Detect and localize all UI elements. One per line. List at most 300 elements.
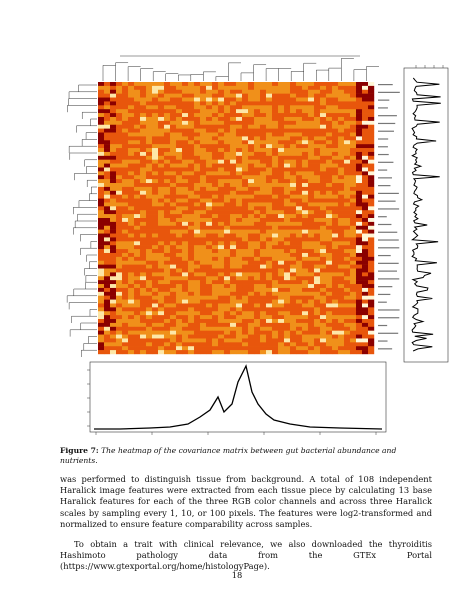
heatmap-cell [344, 327, 350, 331]
heatmap-cell [320, 288, 326, 292]
heatmap-cell [308, 160, 314, 164]
heatmap-cell [122, 327, 128, 331]
heatmap-cell [170, 288, 176, 292]
heatmap-cell [368, 234, 374, 238]
heatmap-cell [260, 98, 266, 102]
heatmap-cell [146, 257, 152, 261]
heatmap-cell [290, 125, 296, 129]
heatmap-cell [302, 272, 308, 276]
heatmap-cell [344, 226, 350, 230]
heatmap-cell [332, 187, 338, 191]
heatmap-cell [272, 276, 278, 280]
heatmap-cell [284, 98, 290, 102]
heatmap-cell [350, 109, 356, 113]
heatmap-cell [224, 300, 230, 304]
heatmap-cell [134, 350, 140, 354]
heatmap-cell [224, 265, 230, 269]
heatmap-cell [338, 296, 344, 300]
row-label-mark [378, 302, 387, 303]
heatmap-cell [344, 167, 350, 171]
heatmap-cell [176, 113, 182, 117]
heatmap-cell [158, 82, 164, 86]
heatmap-cell [266, 156, 272, 160]
heatmap-cell [146, 109, 152, 113]
heatmap-cell [104, 136, 110, 140]
heatmap-cell [308, 125, 314, 129]
heatmap-cell [176, 105, 182, 109]
heatmap-cell [266, 284, 272, 288]
row-label-mark [378, 138, 388, 139]
heatmap-cell [176, 140, 182, 144]
heatmap-cell [242, 292, 248, 296]
heatmap-cell [134, 133, 140, 137]
heatmap-cell [272, 199, 278, 203]
heatmap-cell [272, 144, 278, 148]
heatmap-cell [194, 90, 200, 94]
heatmap-cell [122, 218, 128, 222]
heatmap-cell [128, 269, 134, 273]
heatmap-cell [344, 206, 350, 210]
heatmap-cell [140, 234, 146, 238]
heatmap-cell [158, 261, 164, 265]
heatmap-cell [242, 187, 248, 191]
heatmap-cell [158, 164, 164, 168]
heatmap-cell [176, 191, 182, 195]
heatmap-cell [338, 98, 344, 102]
heatmap-cell [368, 136, 374, 140]
heatmap-cell [170, 323, 176, 327]
heatmap-cell [122, 226, 128, 230]
heatmap-cell [98, 113, 104, 117]
heatmap-cell [254, 187, 260, 191]
heatmap-cell [320, 226, 326, 230]
heatmap-cell [182, 249, 188, 253]
heatmap-cell [230, 187, 236, 191]
heatmap-cell [302, 335, 308, 339]
heatmap-cell [296, 307, 302, 311]
heatmap-cell [320, 195, 326, 199]
heatmap-cell [308, 191, 314, 195]
heatmap-cell [122, 125, 128, 129]
heatmap-cell [350, 117, 356, 121]
heatmap-cell [104, 335, 110, 339]
heatmap-cell [266, 90, 272, 94]
heatmap-cell [236, 350, 242, 354]
heatmap-cell [98, 101, 104, 105]
heatmap-cell [254, 284, 260, 288]
heatmap-cell [332, 199, 338, 203]
heatmap-cell [158, 125, 164, 129]
heatmap-cell [188, 296, 194, 300]
heatmap-cell [206, 323, 212, 327]
heatmap-cell [308, 222, 314, 226]
heatmap-cell [230, 129, 236, 133]
heatmap-cell [344, 179, 350, 183]
heatmap-cell [308, 342, 314, 346]
heatmap-cell [146, 307, 152, 311]
heatmap-cell [290, 241, 296, 245]
heatmap-cell [326, 183, 332, 187]
heatmap-cell [362, 206, 368, 210]
heatmap-cell [254, 109, 260, 113]
heatmap-cell [338, 105, 344, 109]
heatmap-cell [212, 90, 218, 94]
heatmap-cell [278, 261, 284, 265]
heatmap-cell [110, 350, 116, 354]
heatmap-cell [248, 346, 254, 350]
heatmap-cell [368, 218, 374, 222]
heatmap-cell [110, 296, 116, 300]
heatmap-cell [230, 105, 236, 109]
heatmap-cell [242, 202, 248, 206]
heatmap-cell [188, 335, 194, 339]
heatmap-cell [242, 315, 248, 319]
heatmap-cell [242, 296, 248, 300]
heatmap-cell [236, 160, 242, 164]
heatmap-cell [116, 288, 122, 292]
heatmap-cell [302, 117, 308, 121]
heatmap-cell [278, 167, 284, 171]
heatmap-cell [278, 179, 284, 183]
heatmap-cell [152, 292, 158, 296]
heatmap-cell [116, 300, 122, 304]
heatmap-cell [188, 350, 194, 354]
heatmap-cell [206, 335, 212, 339]
heatmap-cell [290, 94, 296, 98]
heatmap-cell [146, 261, 152, 265]
heatmap-cell [200, 148, 206, 152]
heatmap-cell [260, 191, 266, 195]
heatmap-cell [254, 117, 260, 121]
heatmap-cell [98, 307, 104, 311]
heatmap-cell [278, 129, 284, 133]
heatmap-cell [284, 237, 290, 241]
heatmap-cell [356, 280, 362, 284]
heatmap-cell [278, 222, 284, 226]
heatmap-cell [266, 98, 272, 102]
heatmap-cell [224, 179, 230, 183]
heatmap-cell [326, 350, 332, 354]
heatmap-cell [350, 191, 356, 195]
heatmap-cell [254, 113, 260, 117]
heatmap-cell [284, 218, 290, 222]
heatmap-cell [242, 94, 248, 98]
heatmap-cell [296, 160, 302, 164]
heatmap-cell [290, 307, 296, 311]
heatmap-cell [98, 144, 104, 148]
row-label-mark [378, 340, 388, 341]
heatmap-cell [236, 117, 242, 121]
heatmap-cell [326, 206, 332, 210]
heatmap-cell [206, 237, 212, 241]
heatmap-cell [218, 303, 224, 307]
heatmap-cell [164, 342, 170, 346]
heatmap-cell [296, 350, 302, 354]
heatmap-cell [290, 257, 296, 261]
heatmap-cell [110, 261, 116, 265]
heatmap-cell [314, 144, 320, 148]
heatmap-cell [338, 272, 344, 276]
heatmap-cell [308, 245, 314, 249]
heatmap-cell [344, 171, 350, 175]
heatmap-cell [236, 323, 242, 327]
heatmap-cell [212, 257, 218, 261]
heatmap-cell [158, 98, 164, 102]
heatmap-cell [206, 164, 212, 168]
heatmap-cell [236, 90, 242, 94]
heatmap-cell [296, 113, 302, 117]
heatmap-cell [218, 234, 224, 238]
heatmap-cell [134, 234, 140, 238]
heatmap-cell [356, 269, 362, 273]
heatmap-cell [122, 152, 128, 156]
heatmap-cell [260, 210, 266, 214]
heatmap-cell [122, 311, 128, 315]
heatmap-cell [242, 125, 248, 129]
heatmap-cell [278, 140, 284, 144]
heatmap-cell [248, 342, 254, 346]
row-label-mark [378, 92, 400, 93]
heatmap-cell [236, 276, 242, 280]
heatmap-cell [164, 253, 170, 257]
heatmap-cell [104, 171, 110, 175]
heatmap-cell [338, 156, 344, 160]
heatmap-cell [320, 136, 326, 140]
heatmap-cell [308, 323, 314, 327]
heatmap-cell [260, 117, 266, 121]
heatmap-cell [176, 234, 182, 238]
heatmap-cell [152, 241, 158, 245]
heatmap-cell [212, 288, 218, 292]
heatmap-cell [326, 152, 332, 156]
heatmap-cell [338, 144, 344, 148]
heatmap-cell [308, 101, 314, 105]
heatmap-cell [230, 183, 236, 187]
heatmap-cell [308, 90, 314, 94]
heatmap-cell [182, 109, 188, 113]
heatmap-cell [176, 199, 182, 203]
heatmap-cell [122, 140, 128, 144]
heatmap-cell [218, 199, 224, 203]
heatmap-cell [182, 125, 188, 129]
heatmap-cell [110, 288, 116, 292]
heatmap-cell [254, 121, 260, 125]
heatmap-cell [176, 307, 182, 311]
heatmap-cell [242, 136, 248, 140]
heatmap-cell [284, 210, 290, 214]
heatmap-cell [356, 276, 362, 280]
heatmap-cell [230, 179, 236, 183]
heatmap-cell [314, 335, 320, 339]
heatmap-cell [320, 319, 326, 323]
heatmap-cell [116, 113, 122, 117]
heatmap-cell [176, 101, 182, 105]
heatmap-cell [170, 179, 176, 183]
heatmap-cell [272, 160, 278, 164]
heatmap-cell [242, 191, 248, 195]
heatmap-cell [296, 90, 302, 94]
heatmap-cell [236, 136, 242, 140]
heatmap-cell [254, 167, 260, 171]
heatmap-cell [188, 284, 194, 288]
heatmap-cell [284, 179, 290, 183]
heatmap-cell [260, 323, 266, 327]
heatmap-cell [290, 284, 296, 288]
heatmap-cell [332, 342, 338, 346]
heatmap-cell [200, 94, 206, 98]
heatmap-cell [230, 323, 236, 327]
heatmap-cell [104, 269, 110, 273]
heatmap-cell [278, 121, 284, 125]
heatmap-cell [278, 164, 284, 168]
heatmap-cell [158, 319, 164, 323]
heatmap-cell [170, 140, 176, 144]
heatmap-cell [164, 280, 170, 284]
heatmap-cell [320, 175, 326, 179]
heatmap-cell [248, 311, 254, 315]
heatmap-cell [326, 125, 332, 129]
heatmap-cell [362, 226, 368, 230]
heatmap-cell [104, 101, 110, 105]
heatmap-cell [356, 300, 362, 304]
heatmap-cell [362, 300, 368, 304]
heatmap-cell [332, 261, 338, 265]
heatmap-cell [194, 234, 200, 238]
heatmap-cell [326, 327, 332, 331]
heatmap-cell [206, 230, 212, 234]
heatmap-cell [158, 303, 164, 307]
heatmap-cell [200, 335, 206, 339]
heatmap-cell [170, 319, 176, 323]
heatmap-cell [296, 129, 302, 133]
heatmap-cell [134, 269, 140, 273]
heatmap-cell [248, 284, 254, 288]
heatmap-cell [218, 187, 224, 191]
heatmap-cell [344, 183, 350, 187]
heatmap-cell [350, 323, 356, 327]
heatmap-cell [128, 113, 134, 117]
heatmap-cell [284, 350, 290, 354]
heatmap-cell [218, 121, 224, 125]
heatmap-cell [206, 136, 212, 140]
heatmap-cell [290, 272, 296, 276]
heatmap-cell [140, 187, 146, 191]
heatmap-cell [230, 167, 236, 171]
heatmap-cell [296, 331, 302, 335]
heatmap-cell [104, 129, 110, 133]
heatmap-cell [368, 276, 374, 280]
heatmap-cell [272, 164, 278, 168]
bottom-plot-frame [90, 362, 386, 432]
heatmap-cell [212, 276, 218, 280]
heatmap-cell [194, 191, 200, 195]
heatmap-cell [182, 335, 188, 339]
heatmap-cell [332, 94, 338, 98]
heatmap-cell [260, 338, 266, 342]
heatmap-cell [152, 175, 158, 179]
heatmap-cell [182, 230, 188, 234]
heatmap-cell [200, 300, 206, 304]
heatmap-cell [158, 276, 164, 280]
heatmap-cell [224, 241, 230, 245]
heatmap-cell [284, 140, 290, 144]
heatmap-cell [140, 113, 146, 117]
heatmap-cell [212, 195, 218, 199]
heatmap-cell [236, 121, 242, 125]
heatmap-cell [326, 187, 332, 191]
heatmap-cell [368, 272, 374, 276]
heatmap-cell [320, 284, 326, 288]
heatmap-cell [218, 90, 224, 94]
heatmap-cell [254, 234, 260, 238]
heatmap-cell [176, 82, 182, 86]
heatmap-cell [266, 288, 272, 292]
heatmap-cell [140, 300, 146, 304]
heatmap-cell [140, 241, 146, 245]
heatmap-cell [140, 272, 146, 276]
heatmap-cell [284, 148, 290, 152]
heatmap-cell [236, 234, 242, 238]
heatmap-cell [158, 323, 164, 327]
heatmap-cell [308, 249, 314, 253]
heatmap-cell [182, 280, 188, 284]
heatmap-cell [182, 237, 188, 241]
heatmap-cell [212, 86, 218, 90]
heatmap-cell [290, 175, 296, 179]
heatmap-cell [362, 105, 368, 109]
heatmap-cell [248, 202, 254, 206]
heatmap-cell [110, 179, 116, 183]
heatmap-cell [254, 245, 260, 249]
heatmap-cell [326, 179, 332, 183]
heatmap-cell [218, 292, 224, 296]
heatmap-cell [176, 350, 182, 354]
heatmap-cell [266, 195, 272, 199]
heatmap-cell [140, 335, 146, 339]
heatmap-cell [278, 210, 284, 214]
heatmap-cell [116, 249, 122, 253]
heatmap-cell [296, 86, 302, 90]
heatmap-cell [212, 241, 218, 245]
heatmap-cell [218, 265, 224, 269]
heatmap-cell [254, 230, 260, 234]
heatmap-cell [164, 338, 170, 342]
heatmap-cell [308, 199, 314, 203]
heatmap-cell [98, 265, 104, 269]
heatmap-cell [98, 350, 104, 354]
heatmap-cell [254, 307, 260, 311]
heatmap-cell [122, 346, 128, 350]
heatmap-cell [368, 249, 374, 253]
heatmap-cell [266, 187, 272, 191]
heatmap-cell [128, 311, 134, 315]
heatmap-cell [104, 319, 110, 323]
heatmap-cell [332, 222, 338, 226]
heatmap-cell [104, 323, 110, 327]
heatmap-cell [170, 98, 176, 102]
heatmap-cell [128, 164, 134, 168]
heatmap-cell [308, 218, 314, 222]
heatmap-cell [128, 315, 134, 319]
heatmap-cell [134, 167, 140, 171]
heatmap-cell [314, 237, 320, 241]
heatmap-cell [326, 195, 332, 199]
heatmap-cell [344, 272, 350, 276]
heatmap-cell [338, 303, 344, 307]
heatmap-cell [248, 117, 254, 121]
heatmap-cell [320, 152, 326, 156]
heatmap-cell [98, 125, 104, 129]
